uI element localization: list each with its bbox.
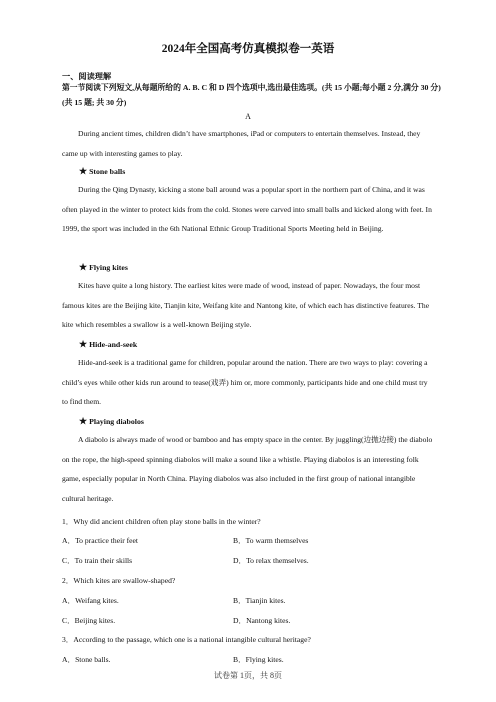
question-2-option-d[interactable]: D．Nantong kites. xyxy=(233,616,291,625)
passage-label: A xyxy=(245,112,251,121)
star-icon: ★ xyxy=(79,339,88,349)
question-2-stem: 2．Which kites are swallow-shaped? xyxy=(62,576,176,585)
question-1-option-b[interactable]: B．To warm themselves xyxy=(233,536,309,545)
question-3-stem: 3．According to the passage, which one is a national intangible cultural heritage? xyxy=(62,635,311,644)
paragraph-stone-balls: During the Qing Dynasty, kicking a stone ball around was a popular sport in the northern part of China, and it was often played in the winter to protect kids from the cold. Stones were carved into small balls and kicked along with feet. In 1999, the sport was included in the 6th National Ethnic Group Traditional Sports Meeting held in Beijing. xyxy=(62,185,432,234)
page-footer: 试卷第 1页，共 8页 xyxy=(214,671,282,680)
heading-flying-kites: ★ Flying kites xyxy=(79,262,128,272)
paragraph-flying-kites: Kites have quite a long history. The earliest kites were made of wood, instead of paper. Nowadays, the four most famous kites are the Beijing kite, Tianjin kite, Weifang kite and Nantong kite, of which each has distinctive features. The kite which resembles a swallow is a well-known Beijing style. xyxy=(62,281,430,330)
page-title: 2024年全国高考仿真模拟卷一英语 xyxy=(161,43,335,55)
question-1-option-d[interactable]: D．To relax themselves. xyxy=(233,556,309,565)
question-1-option-c[interactable]: C．To train their skills xyxy=(62,556,133,565)
question-2-option-c[interactable]: C．Beijing kites. xyxy=(62,616,116,625)
star-icon: ★ xyxy=(79,262,88,272)
star-icon: ★ xyxy=(79,166,88,176)
question-1-stem: 1．Why did ancient children often play stone balls in the winter? xyxy=(62,517,261,526)
section-heading: 一、阅读理解 xyxy=(62,72,112,81)
question-3-option-b[interactable]: B．Flying kites. xyxy=(233,655,284,664)
star-icon: ★ xyxy=(79,416,88,426)
heading-hide-and-seek: ★ Hide-and-seek xyxy=(79,339,138,349)
paragraph-hide-and-seek: Hide-and-seek is a traditional game for children, popular around the nation. There are two ways to play: covering a child’s eyes while other kids run around to tease(戏弄) him or, more commonly, participants hide and one child must try to find them. xyxy=(62,358,428,407)
instructions: 第一节阅读下列短文,从每题所给的 A. B. C 和 D 四个选项中,选出最佳选项。(共 15 小题;每小题 2 分,满分 30 分) (共 15 题; 共 30 分) xyxy=(62,83,441,107)
heading-playing-diabolos: ★ Playing diabolos xyxy=(79,416,144,426)
question-1-option-a[interactable]: A．To practice their feet xyxy=(62,536,138,545)
question-3-option-a[interactable]: A．Stone balls. xyxy=(62,655,111,664)
question-2-option-b[interactable]: B．Tianjin kites. xyxy=(233,596,286,605)
heading-stone-balls: ★ Stone balls xyxy=(79,166,126,176)
paragraph-playing-diabolos: A diabolo is always made of wood or bamboo and has empty space in the center. By juggling(边抛边接) the diabolo on the rope, the high-speed spinning diabolos will make a sound like a whistle. Playing diabolos is an interesting folk game, especially popular in North China. Playing diabolos was also included in the first group of national intangible cultural heritage. xyxy=(62,435,433,503)
question-2-option-a[interactable]: A．Weifang kites. xyxy=(62,596,119,605)
intro-paragraph: During ancient times, children didn’t have smartphones, iPad or computers to entertain themselves. Instead, they came up with interesting games to play. xyxy=(62,129,421,158)
